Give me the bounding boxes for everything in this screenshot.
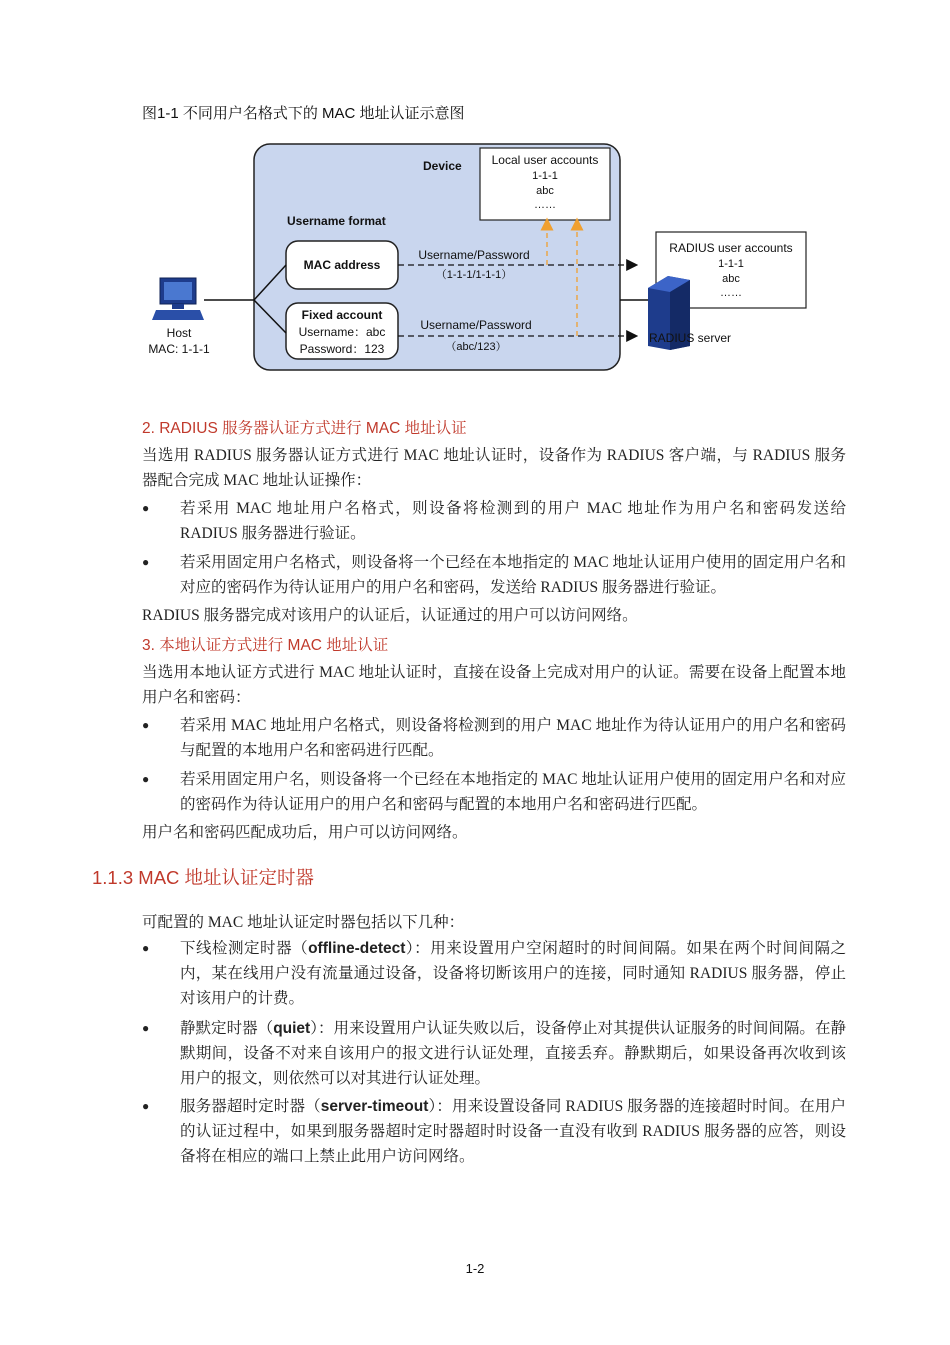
section3-bullet-2-text: 若采用固定用户名，则设备将一个已经在本地指定的 MAC 地址认证用户使用的固定用户名和对应的密码作为待认证用户的用户名和密码与配置的本地用户名和密码进行匹配。 xyxy=(180,771,846,813)
fixed-account-title: Fixed account xyxy=(301,308,383,322)
timer-bullet-quiet-text xyxy=(180,1016,846,1091)
section3-outro: 用户名和密码匹配成功后，用户可以访问网络。 xyxy=(142,824,468,841)
local-accounts-line3: …… xyxy=(534,199,556,211)
device-label: Device xyxy=(423,159,462,173)
section2-outro: RADIUS 服务器完成对该用户的认证后，认证通过的用户可以访问网络。 xyxy=(142,607,638,624)
page-number: 1-2 xyxy=(465,1261,485,1276)
bullet-dot: ● xyxy=(142,772,150,786)
bullet-dot: ● xyxy=(142,941,150,955)
timer-bullet-offline-detect-text xyxy=(180,936,846,1011)
command-keyword: server-timeout xyxy=(320,1098,429,1115)
section3-bullet-1-text: 若采用 MAC 地址用户名格式，则设备将检测到的用户 MAC 地址作为待认证用户的用户名和密码与配置的本地用户名和密码进行匹配。 xyxy=(180,717,846,759)
section3-bullet-2 xyxy=(142,767,846,817)
arrow-bottom-value: （abc/123） xyxy=(445,341,507,353)
bullet-dot: ● xyxy=(142,1021,150,1035)
mac-address-label: MAC address xyxy=(303,258,381,272)
section2-bullet-2-text: 若采用固定用户名格式，则设备将一个已经在本地指定的 MAC 地址认证用户使用的固定用户名和对应的密码作为待认证用户的用户名和密码，发送给 RADIUS 服务器进行验证。 xyxy=(180,554,846,596)
timer-bullet-quiet xyxy=(142,1016,846,1091)
section3-intro: 当选用本地认证方式进行 MAC 地址认证时，直接在设备上完成对用户的认证。需要在设备上配置本地用户名和密码： xyxy=(142,664,846,706)
radius-accounts-line2: abc xyxy=(722,273,740,285)
host-computer-icon xyxy=(152,278,204,320)
radius-accounts-line1: 1-1-1 xyxy=(718,258,744,270)
section113-intro: 可配置的 MAC 地址认证定时器包括以下几种： xyxy=(142,914,465,931)
timer-bullet-server-timeout-text xyxy=(180,1094,846,1169)
timer-description: ）：用来设置用户认证失败以后，设备停止对其提供认证服务的时间间隔。在静默期间，设备不对来自该用户的报文进行认证处理，直接丢弃。静默期后，如果设备再次收到该用户的报文，则依然可以对其进行认证处理。 xyxy=(180,1020,846,1087)
radius-accounts-line3: …… xyxy=(720,287,742,299)
bullet-dot: ● xyxy=(142,501,150,515)
local-accounts-line1: 1-1-1 xyxy=(532,170,558,182)
section-113-heading: 1.1.3 MAC 地址认证定时器 xyxy=(92,867,315,888)
timer-description: ）：用来设置设备同 RADIUS 服务器的连接超时时间。在用户的认证过程中，如果到服务器超时定时器超时时设备一直没有收到 RADIUS 服务器的应答，则设备将在相应的端口上禁止此用户访问网络。 xyxy=(180,1098,846,1165)
timer-bullet-offline-detect xyxy=(142,936,846,1011)
bullet-dot: ● xyxy=(142,718,150,732)
local-accounts-title: Local user accounts xyxy=(491,153,599,167)
section2-bullet-1 xyxy=(142,496,846,546)
arrow-top-label: Username/Password xyxy=(418,248,530,262)
arrow-top-value: （1-1-1/1-1-1） xyxy=(435,269,513,281)
arrow-bottom-label: Username/Password xyxy=(420,318,532,332)
timer-bullet-server-timeout xyxy=(142,1094,846,1169)
radius-accounts-title: RADIUS user accounts xyxy=(669,241,793,255)
timer-name: 静默定时器（ xyxy=(180,1020,274,1037)
section2-bullet-1-text: 若采用 MAC 地址用户名格式，则设备将检测到的用户 MAC 地址作为用户名和密码发送给 RADIUS 服务器进行验证。 xyxy=(180,500,846,542)
fixed-account-password: Password：123 xyxy=(299,342,385,356)
bullet-dot: ● xyxy=(142,1099,150,1113)
host-label: Host xyxy=(166,326,192,340)
mac-auth-diagram xyxy=(140,140,820,380)
section3-heading: 3. 本地认证方式进行 MAC 地址认证 xyxy=(142,637,389,654)
username-format-label: Username format xyxy=(287,214,386,228)
figure-caption: 图1-1 不同用户名格式下的 MAC 地址认证示意图 xyxy=(142,105,465,122)
local-accounts-line2: abc xyxy=(536,185,554,197)
bullet-dot: ● xyxy=(142,555,150,569)
command-keyword: offline-detect xyxy=(308,940,406,957)
fixed-account-username: Username：abc xyxy=(298,325,386,339)
section2-intro: 当选用 RADIUS 服务器认证方式进行 MAC 地址认证时，设备作为 RADIUS 客户端，与 RADIUS 服务器配合完成 MAC 地址认证操作： xyxy=(142,447,846,489)
radius-server-label: RADIUS server xyxy=(649,331,732,345)
section2-bullet-2 xyxy=(142,550,846,600)
section3-bullet-1 xyxy=(142,713,846,763)
timer-name: 服务器超时定时器（ xyxy=(180,1098,321,1115)
host-mac: MAC: 1-1-1 xyxy=(148,342,210,356)
command-keyword: quiet xyxy=(273,1020,311,1037)
timer-name: 下线检测定时器（ xyxy=(180,940,309,957)
timer-description: ）：用来设置用户空闲超时的时间间隔。如果在两个时间间隔之内，某在线用户没有流量通过设备，设备将切断该用户的连接，同时通知 RADIUS 服务器，停止对该用户的计费。 xyxy=(180,940,846,1007)
section2-heading: 2. RADIUS 服务器认证方式进行 MAC 地址认证 xyxy=(142,420,467,437)
